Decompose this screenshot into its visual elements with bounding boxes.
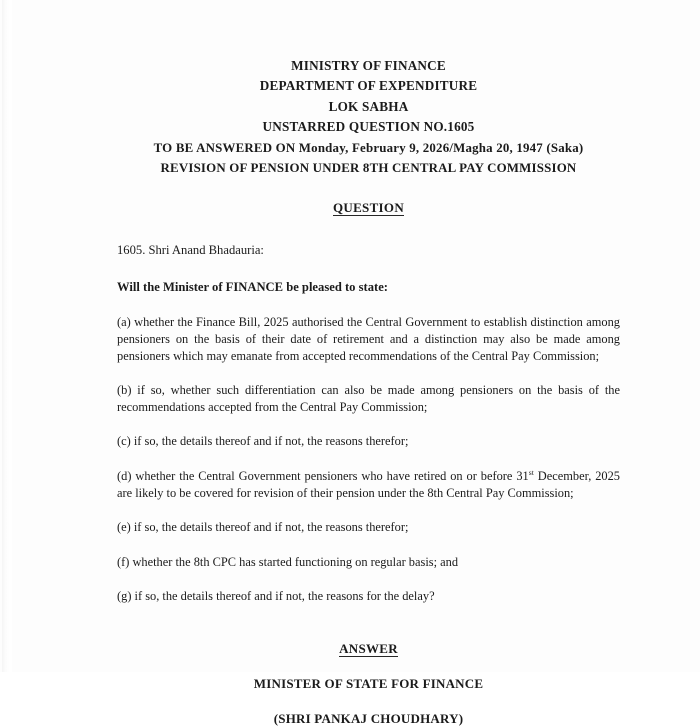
header-line-department: DEPARTMENT OF EXPENDITURE	[259, 78, 478, 94]
header-line-ministry: MINISTRY OF FINANCE	[291, 58, 446, 73]
header-line-question-number: UNSTARRED QUESTION NO.1605	[262, 119, 475, 135]
question-clause-e: (e) if so, the details thereof and if not, the reasons therefor;	[117, 520, 409, 535]
question-clause-g: (g) if so, the details thereof and if not, the reasons for the delay?	[117, 589, 435, 604]
answer-heading-label: ANSWER	[339, 640, 398, 656]
document-header	[117, 0, 620, 178]
question-clause-f: (f) whether the 8th CPC has started functioning on regular basis; and	[117, 554, 459, 569]
answer-section	[117, 641, 620, 727]
question-heading-label: QUESTION	[332, 200, 405, 216]
scan-edge-artifact	[2, 0, 12, 672]
minister-name: (SHRI PANKAJ CHOUDHARY)	[273, 710, 464, 726]
question-lead-in: Will the Minister of FINANCE be pleased to state:	[117, 280, 388, 295]
answer-section-heading	[117, 641, 620, 657]
header-line-subject: REVISION OF PENSION UNDER 8TH CENTRAL PAY COMMISSION	[160, 161, 577, 176]
question-clause-d	[117, 468, 620, 501]
header-line-answer-date: TO BE ANSWERED ON Monday, February 9, 2026/Magha 20, 1947 (Saka)	[153, 140, 584, 155]
question-asker: 1605. Shri Anand Bhadauria:	[117, 243, 264, 258]
question-section-heading	[117, 200, 620, 216]
clause-d-text-before: (d) whether the Central Government pensioners who have retired on or before 31	[117, 469, 529, 483]
header-line-house: LOK SABHA	[328, 98, 409, 114]
minister-title: MINISTER OF STATE FOR FINANCE	[253, 675, 484, 691]
document-content	[117, 0, 620, 727]
question-clause-c: (c) if so, the details thereof and if not, the reasons therefor;	[117, 434, 409, 449]
question-clause-b: (b) if so, whether such differentiation can also be made among pensioners on the basis of the recommendations accepted from the Central Pay Commission;	[117, 383, 620, 414]
question-clause-a: (a) whether the Finance Bill, 2025 authorised the Central Government to establish distinction among pensioners on the basis of their date of retirement and a distinction may also be made among pensioners which may emanate from accepted recommendations of the Central Pay Commission;	[117, 315, 620, 363]
clause-d-ordinal-suffix: st	[528, 467, 534, 477]
clause-d-text-after: December, 2025 are likely to be covered for revision of their pension under the 8th Central Pay Commission;	[117, 469, 621, 500]
